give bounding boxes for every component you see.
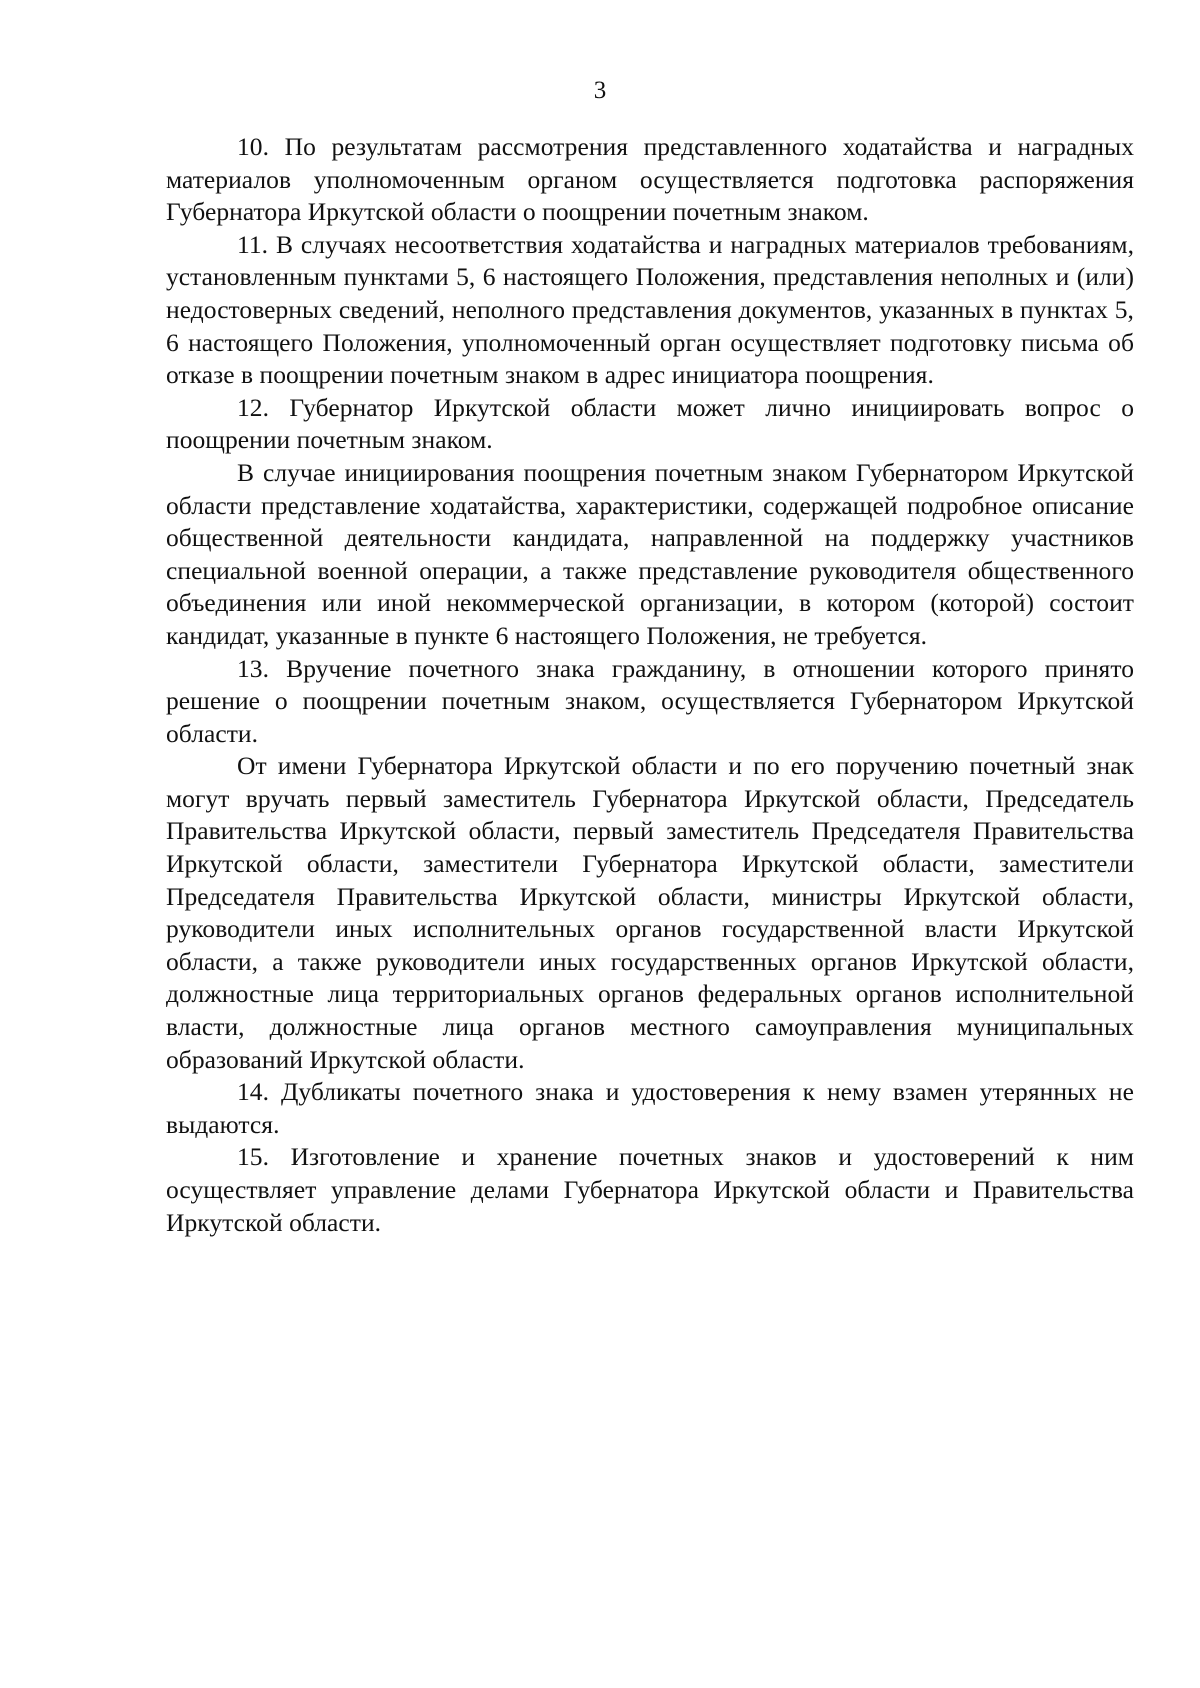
paragraph-12: 12. Губернатор Иркутской области может лично инициировать вопрос о поощрении почетным знаком. (166, 392, 1134, 455)
paragraph-13: 13. Вручение почетного знака гражданину, в отношении которого принято решение о поощрении почетным знаком, осуществляется Губернатором Иркутской области. (166, 653, 1134, 748)
paragraph-13-continued: От имени Губернатора Иркутской области и по его поручению почетный знак могут вручать первый заместитель Губернатора Иркутской области, Председатель Правительства Иркутской области, первый заместитель Председателя Правительства Иркутской области, заместители Губернатора Иркутской области, заместители Председателя Правительства Иркутской области, министры Иркутской области, руководители иных исполнительных органов государственной власти Иркутской области, а также руководители иных государственных органов Иркутской области, должностные лица территориальных органов федеральных органов исполнительной власти, должностные лица органов местного самоуправления муниципальных образований Иркутской области. (166, 751, 1134, 1074)
paragraph-14: 14. Дубликаты почетного знака и удостоверения к нему взамен утерянных не выдаются. (166, 1077, 1134, 1139)
page-number: 3 (593, 77, 607, 104)
paragraph-12-continued: В случае инициирования поощрения почетным знаком Губернатором Иркутской области представление ходатайства, характеристики, содержащей подробное описание общественной деятельности кандидата, направленной на поддержку участников специальной военной операции, а также представление руководителя общественного объединения или иной некоммерческой организации, в котором (которой) состоит кандидат, указанные в пункте 6 настоящего Положения, не требуется. (166, 457, 1134, 650)
paragraph-11: 11. В случаях несоответствия ходатайства и наградных материалов требованиям, установленным пунктами 5, 6 настоящего Положения, представления неполных и (или) недостоверных сведений, неполного представления документов, указанных в пунктах 5, 6 настоящего Положения, уполномоченный орган осуществляет подготовку письма об отказе в поощрении почетным знаком в адрес инициатора поощрения. (166, 229, 1134, 390)
paragraph-10: 10. По результатам рассмотрения представленного ходатайства и наградных материалов уполномоченным органом осуществляется подготовка распоряжения Губернатора Иркутской области о поощрении почетным знаком. (166, 132, 1134, 227)
paragraph-15: 15. Изготовление и хранение почетных знаков и удостоверений к ним осуществляет управление делами Губернатора Иркутской области и Правительства Иркутской области. (166, 1142, 1134, 1237)
document-body (166, 131, 1134, 1239)
